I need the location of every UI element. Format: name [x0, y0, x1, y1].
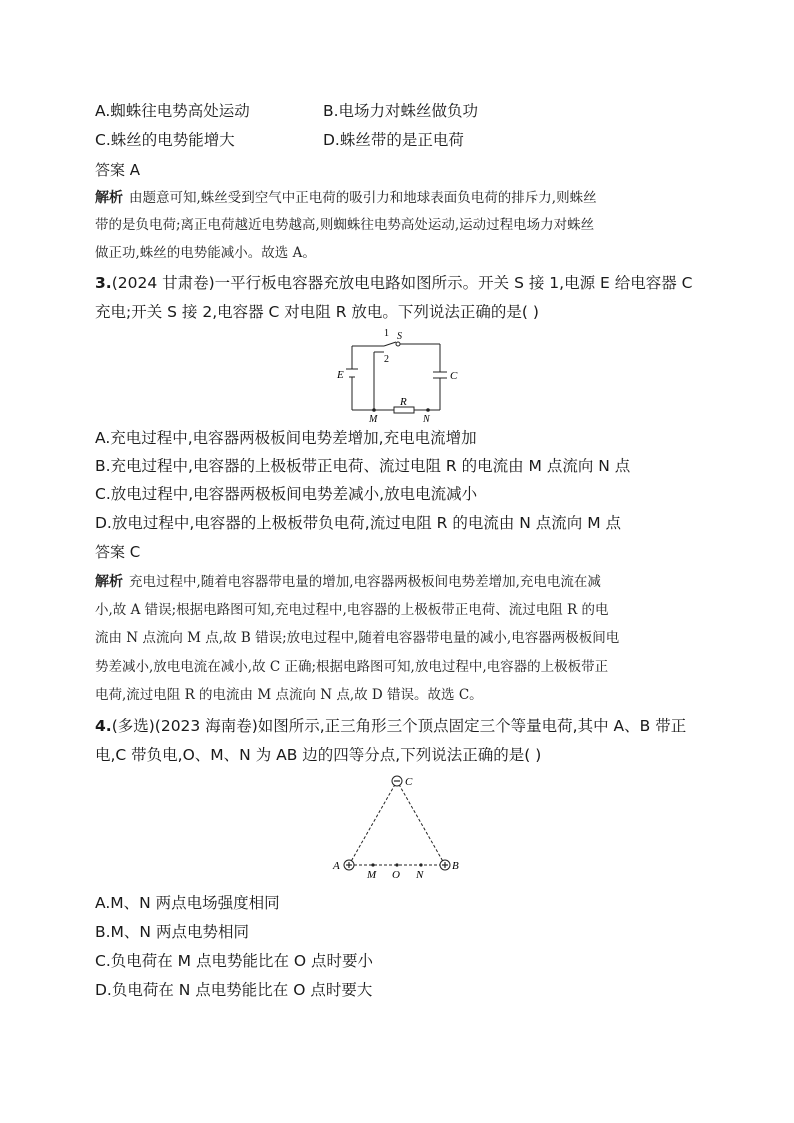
switch-pivot — [396, 342, 400, 346]
label-contact-1: 1 — [384, 328, 389, 339]
label-contact-2: 2 — [384, 354, 389, 365]
q4-option-a: A.M、N 两点电场强度相同 — [95, 894, 280, 912]
label-n: N — [423, 414, 430, 424]
q3-answer: 答案 C — [95, 543, 141, 561]
q3-analysis-line-1: 解析 充电过程中,随着电容器带电量的增加,电容器两极板间电势差增加,充电电流在减 — [95, 574, 601, 590]
label-s: S — [397, 331, 402, 342]
q3-analysis-line-2: 小,故 A 错误;根据电路图可知,充电过程中,电容器的上极板带正电荷、流过电阻 R 的电 — [95, 602, 609, 618]
node-n — [426, 408, 430, 412]
point-n — [419, 863, 422, 866]
q3-analysis-line-5: 电荷,流过电阻 R 的电流由 M 点流向 N 点,故 D 错误。故选 C。 — [95, 687, 483, 703]
q4-option-d: D.负电荷在 N 点电势能比在 O 点时要大 — [95, 981, 373, 999]
q4-triangle-diagram — [330, 772, 466, 880]
label-e: E — [337, 369, 344, 381]
point-m — [371, 863, 374, 866]
q2-option-b: B.电场力对蛛丝做负功 — [323, 102, 479, 120]
q4-number: 4. — [95, 717, 112, 735]
q3-option-c: C.放电过程中,电容器两极板间电势差减小,放电电流减小 — [95, 485, 478, 503]
switch-blade — [384, 342, 396, 346]
q3-analysis-tag: 解析 — [95, 574, 123, 590]
label-r: R — [400, 396, 407, 408]
q2-analysis-line-2: 带的是负电荷;离正电荷越近电势越高,则蜘蛛往电势高处运动,运动过程电场力对蛛丝 — [95, 217, 595, 233]
label-a: A — [333, 860, 340, 872]
q2-analysis-tag: 解析 — [95, 190, 123, 206]
q3-stem-line-2: 充电;开关 S 接 2,电容器 C 对电阻 R 放电。下列说法正确的是( ) — [95, 303, 539, 321]
q3-analysis-line-4: 势差减小,放电电流在减小,故 C 正确;根据电路图可知,放电过程中,电容器的上极板带正 — [95, 659, 609, 675]
q4-stem-line-1: 4.(多选)(2023 海南卷)如图所示,正三角形三个顶点固定三个等量电荷,其中 A、B 带正 — [95, 717, 687, 735]
node-m — [372, 408, 376, 412]
label-o: O — [392, 869, 400, 880]
q3-option-b: B.充电过程中,电容器的上极板带正电荷、流过电阻 R 的电流由 M 点流向 N 点 — [95, 457, 631, 475]
label-c: C — [450, 370, 458, 382]
q3-analysis-line-3: 流由 N 点流向 M 点,故 B 错误;放电过程中,随着电容器带电量的减小,电容器两极板间电 — [95, 630, 620, 646]
q2-analysis-line-1: 解析 由题意可知,蛛丝受到空气中正电荷的吸引力和地球表面负电荷的排斥力,则蛛丝 — [95, 190, 597, 206]
label-n: N — [416, 869, 424, 880]
label-m: M — [367, 869, 377, 880]
q4-option-c: C.负电荷在 M 点电势能比在 O 点时要小 — [95, 952, 374, 970]
q3-option-a: A.充电过程中,电容器两极板间电势差增加,充电电流增加 — [95, 429, 477, 447]
q2-option-c: C.蛛丝的电势能增大 — [95, 131, 235, 149]
q3-stem-line-1: 3.(2024 甘肃卷)一平行板电容器充放电电路如图所示。开关 S 接 1,电源 E 给电容器 C — [95, 274, 693, 292]
label-b: B — [452, 860, 459, 872]
q2-option-a: A.蜘蛛往电势高处运动 — [95, 102, 250, 120]
point-o — [395, 863, 398, 866]
q2-analysis-line-3: 做正功,蛛丝的电势能减小。故选 A。 — [95, 245, 316, 261]
q3-circuit-diagram — [332, 324, 464, 424]
q4-stem-line-2: 电,C 带负电,O、M、N 为 AB 边的四等分点,下列说法正确的是( ) — [95, 746, 542, 764]
q2-answer: 答案 A — [95, 161, 141, 179]
q4-option-b: B.M、N 两点电势相同 — [95, 923, 249, 941]
q3-option-d: D.放电过程中,电容器的上极板带负电荷,流过电阻 R 的电流由 N 点流向 M 点 — [95, 514, 622, 532]
label-m: M — [369, 414, 378, 424]
q3-number: 3. — [95, 274, 112, 292]
q2-option-d: D.蛛丝带的是正电荷 — [323, 131, 464, 149]
label-c: C — [405, 776, 413, 788]
